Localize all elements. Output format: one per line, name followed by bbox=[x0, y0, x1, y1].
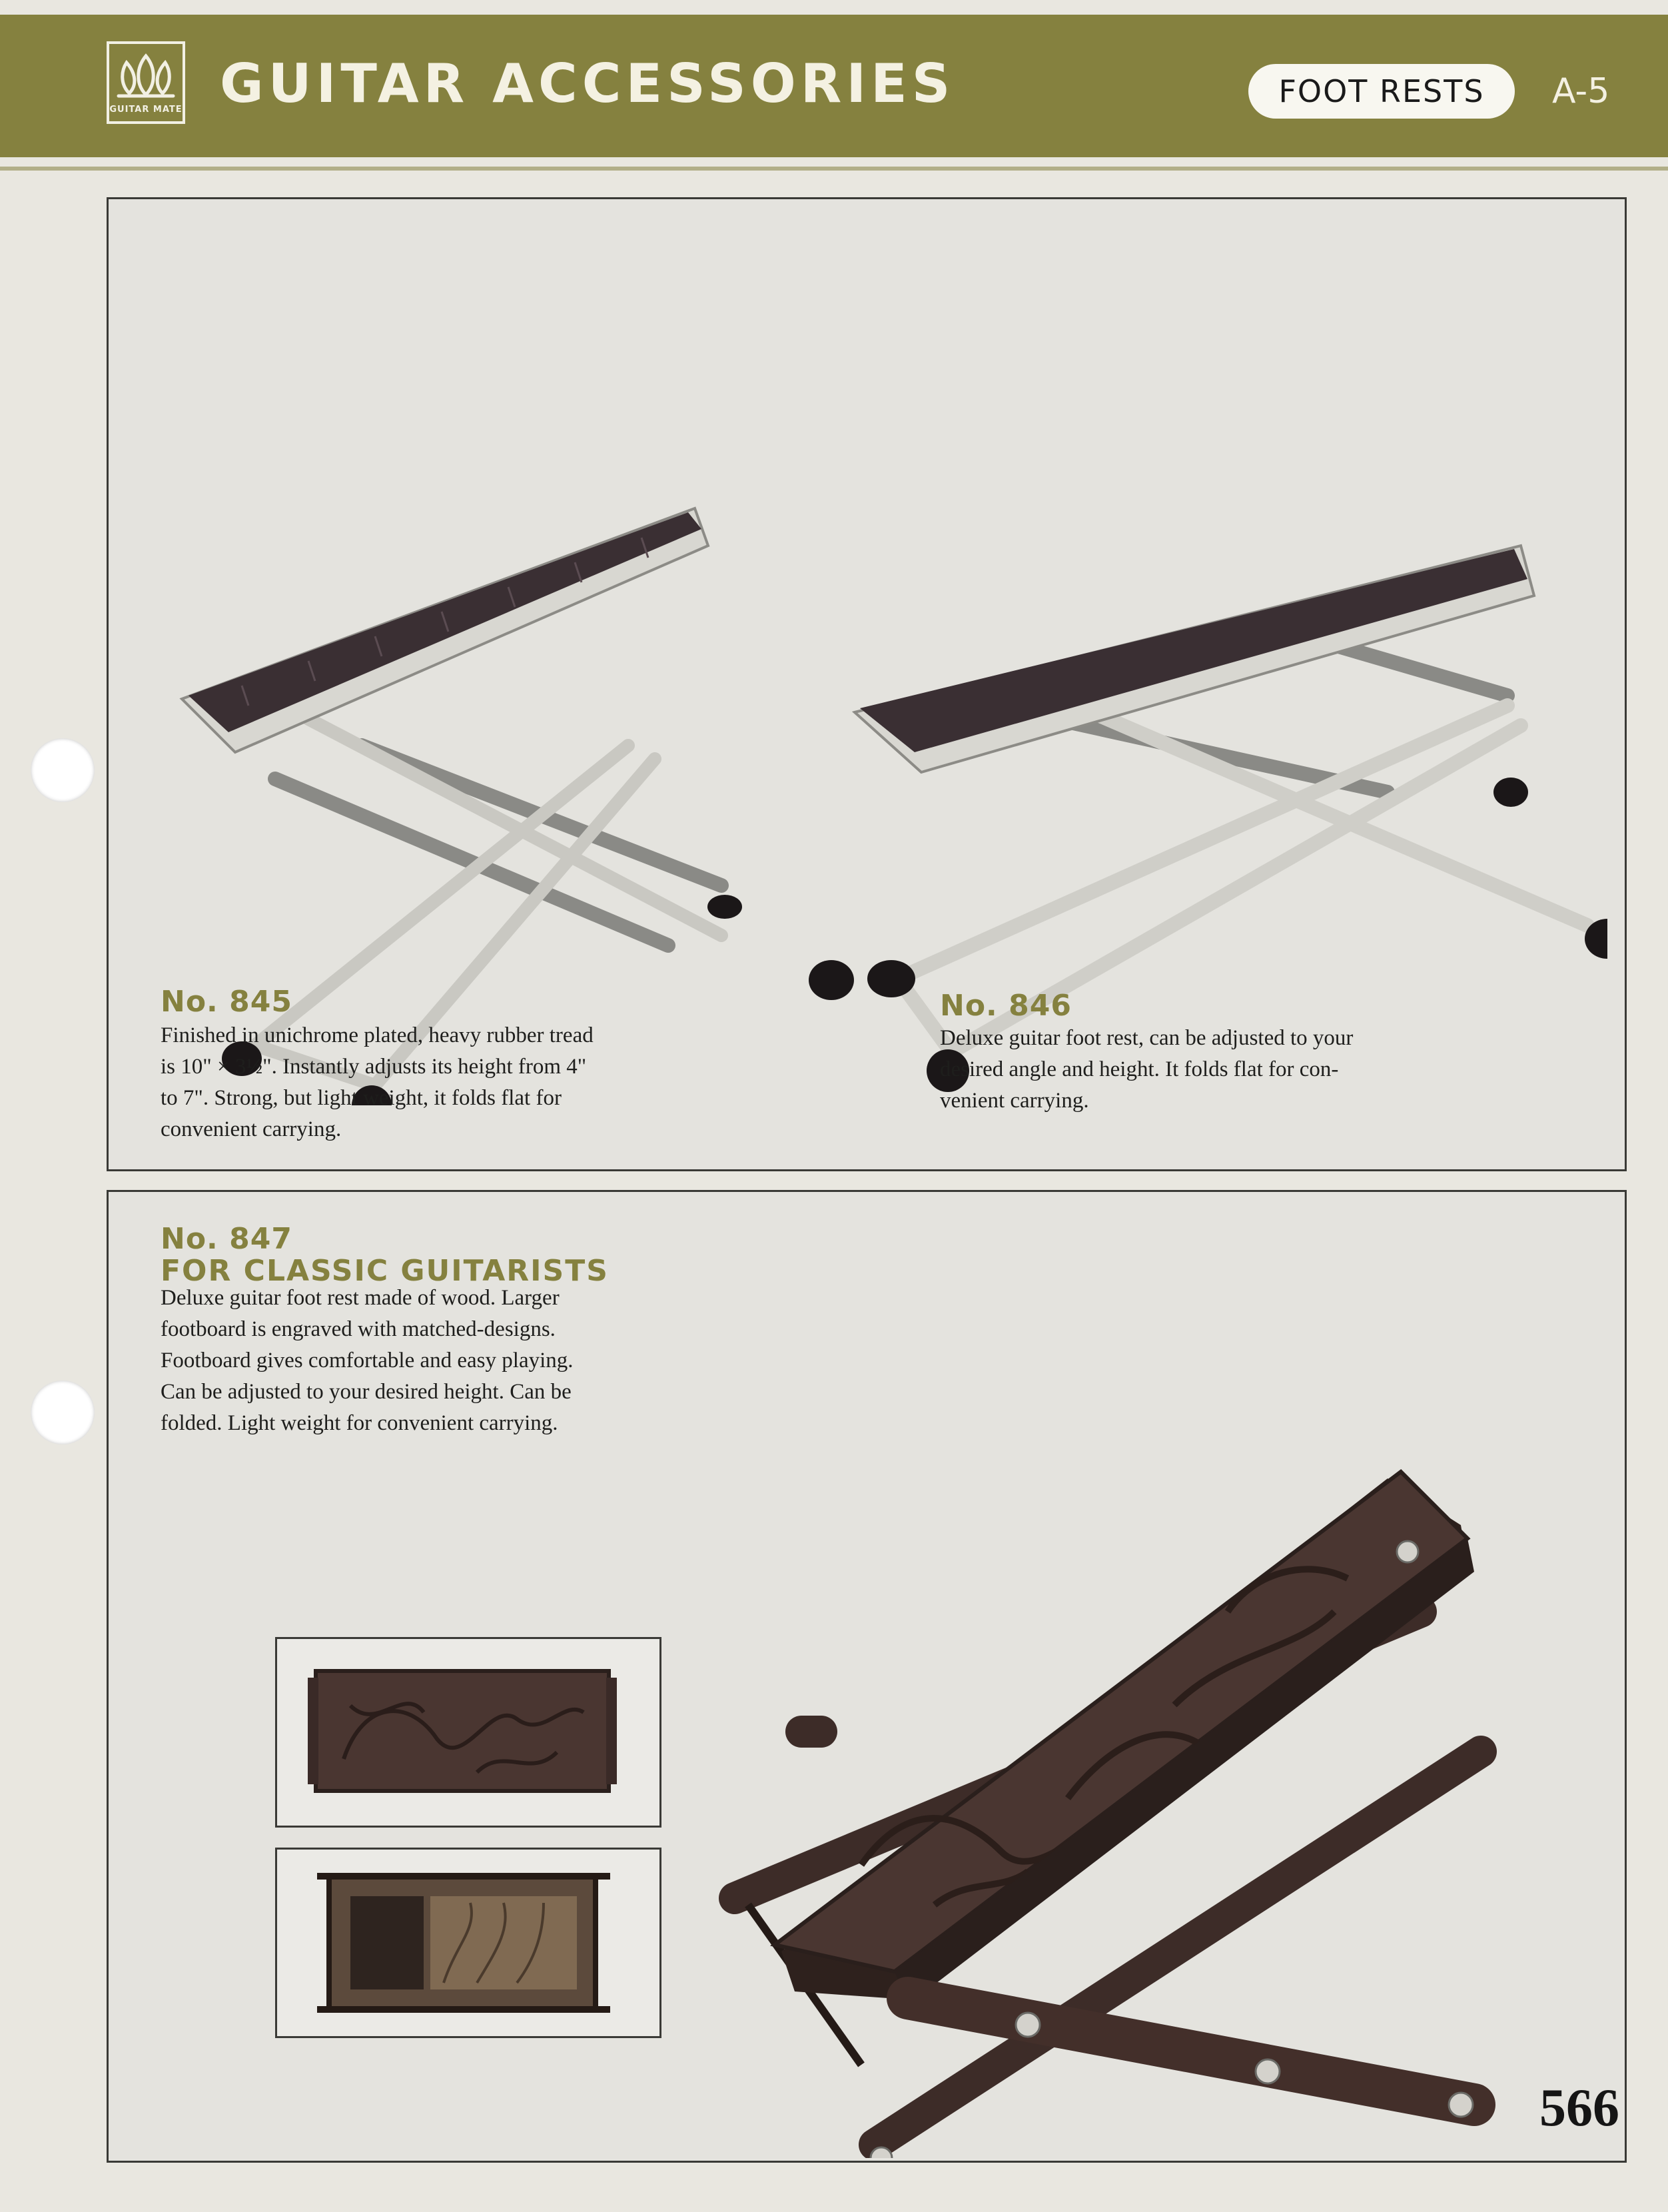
product-845-number: No. 845 bbox=[161, 985, 292, 1019]
product-846-number: No. 846 bbox=[940, 989, 1072, 1023]
binder-hole-top bbox=[31, 738, 95, 802]
tulip-logo-icon bbox=[109, 48, 183, 101]
thumbnail-bottom-view bbox=[275, 1848, 661, 2038]
logo-text: GUITAR MATE bbox=[109, 105, 183, 115]
engraved-footboard-image bbox=[277, 1639, 659, 1826]
product-845-description: Finished in unichrome plated, heavy rubber tread is 10" × 3½". Instantly adjusts its height from 4" to 7". Strong, but light weight, it folds flat for convenient carrying. bbox=[161, 1023, 594, 1141]
product-847-number: No. 847 bbox=[161, 1222, 292, 1256]
foot-rest-847-image bbox=[655, 1332, 1587, 2158]
brand-logo bbox=[107, 41, 185, 124]
product-847-description: Deluxe guitar foot rest made of wood. Larger footboard is engraved with matched-designs. Footboard gives comfortable and easy playing. Can be adjusted to your desired height. Can be folded. Light weight for convenient carrying. bbox=[161, 1286, 574, 1435]
panel-wooden-foot-rest bbox=[107, 1190, 1627, 2163]
page-code: A-5 bbox=[1552, 71, 1610, 111]
section-badge: FOOT RESTS bbox=[1248, 64, 1515, 119]
folded-underside-image bbox=[277, 1850, 659, 2036]
product-847-subtitle: FOR CLASSIC GUITARISTS bbox=[161, 1254, 609, 1288]
page-title: GUITAR ACCESSORIES bbox=[220, 53, 955, 115]
product-846-description: Deluxe guitar foot rest, can be adjusted to your desired angle and height. It folds flat for con- venient carrying. bbox=[940, 1026, 1354, 1113]
panel-metal-foot-rests bbox=[107, 197, 1627, 1171]
page-number: 566 bbox=[1539, 2079, 1619, 2137]
thumbnail-top-view bbox=[275, 1637, 661, 1828]
binder-hole-bottom bbox=[31, 1381, 95, 1444]
header-rule bbox=[0, 167, 1668, 171]
